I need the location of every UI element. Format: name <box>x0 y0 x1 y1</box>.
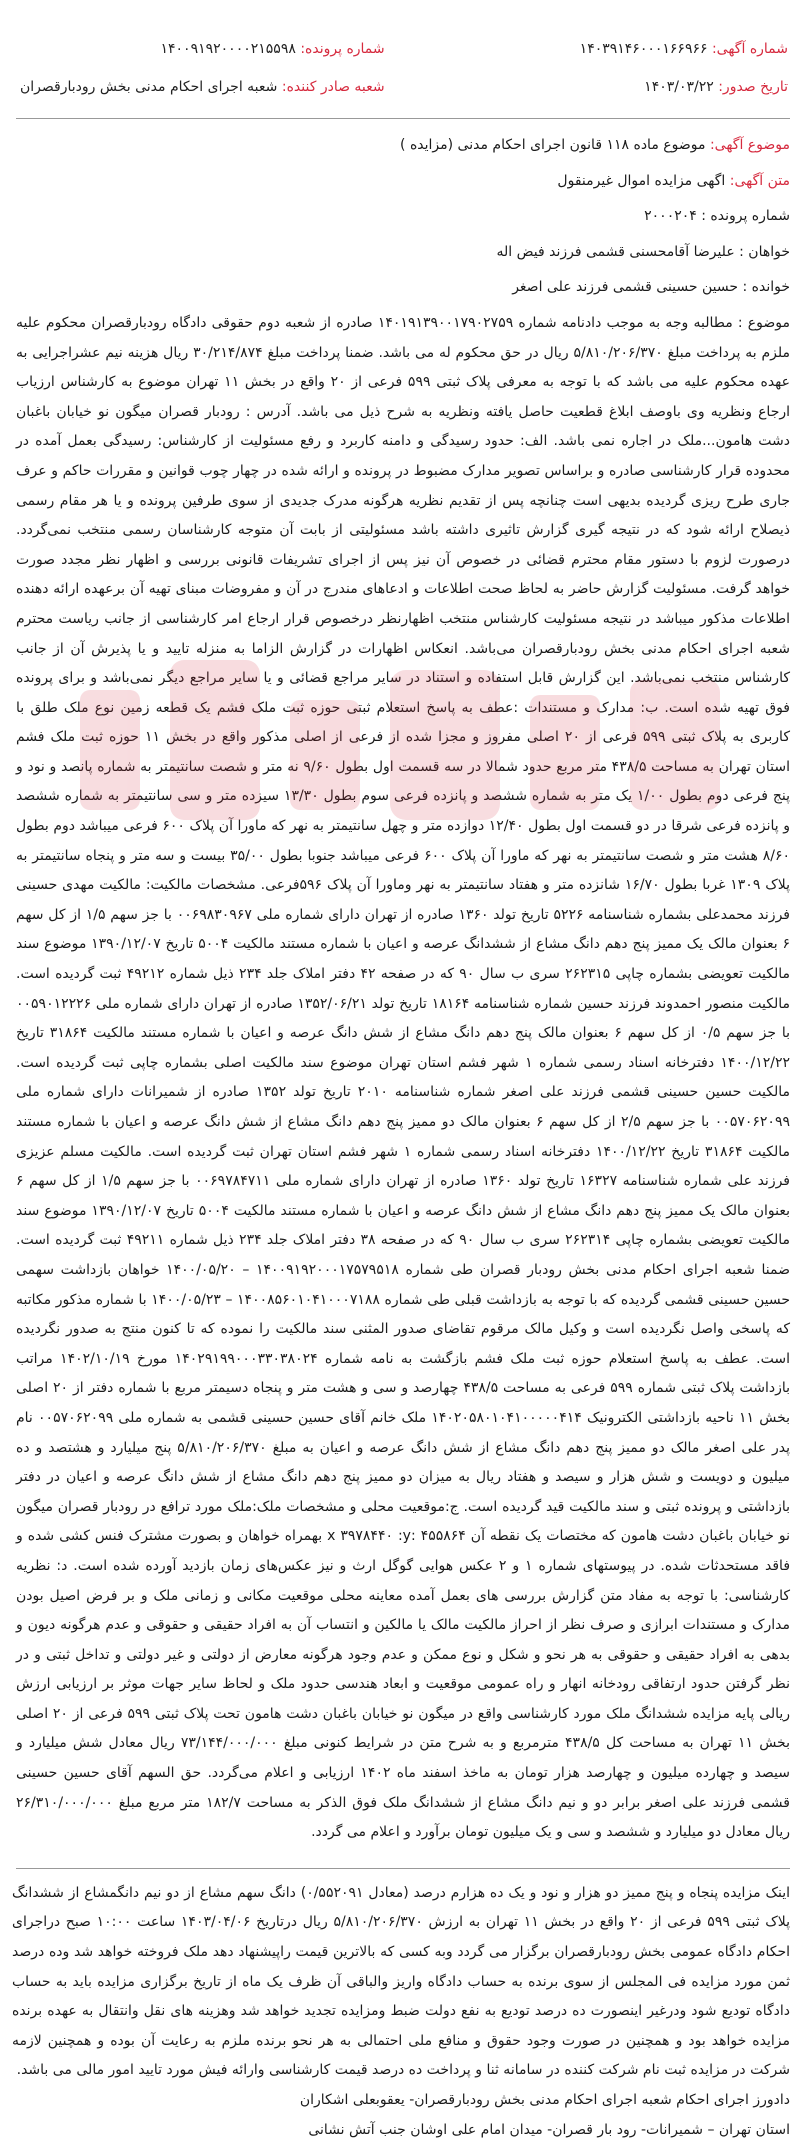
intro-section <box>0 119 806 303</box>
ad-number-value: ۱۴۰۳۹۱۴۶۰۰۰۱۶۶۹۶۶ <box>579 41 708 57</box>
ad-number-row <box>580 30 788 68</box>
case-number-value: ۱۴۰۰۹۱۹۲۰۰۰۰۲۱۵۵۹۸ <box>160 41 296 57</box>
auction-section <box>0 1869 806 2145</box>
header-right-column <box>580 30 788 106</box>
subject-label: موضوع آگهی: <box>709 137 790 153</box>
ad-text-value: اگهی مزایده اموال غیرمنقول <box>557 172 726 189</box>
subject-line <box>12 131 790 161</box>
plaintiff: خواهان : علیرضا آقامحسنی قشمی فرزند فیض اله <box>496 243 790 260</box>
ad-number-label: شماره آگهی: <box>711 41 788 57</box>
issuing-branch-row <box>20 68 385 106</box>
header-left-column <box>20 30 385 106</box>
ad-text-label: متن آگهی: <box>729 172 790 189</box>
issue-date-row <box>580 68 788 106</box>
issue-date-label: تاریخ صدور: <box>718 79 788 95</box>
body-text: موضوع : مطالبه وجه به موجب دادنامه شماره ۱۴۰۱۹۱۳۹۰۰۱۷۹۰۲۷۵۹ صادره از شعبه دوم حقوقی دادگاه رودبارقصران محکوم علیه ملزم به پرداخت مبلغ ۵/۸۱۰/۲۰۶/۳۷۰ ریال در حق محکوم له می باشد. ضمنا پرداخت مبلغ ۳۰/۲۱۴/۸۷۴ ریال هزینه نیم عشراجرایی به عهده محکوم علیه می باشد که با توجه به معرفی پلاک ثبتی ۵۹۹ فرعی از ۲۰ واقع در بخش ۱۱ تهران موضوع به کارشناس ارزیاب ارجاع ونظریه وی باوصف ابلاغ قطعیت حاصل یافته ونظریه به شرح ذیل می باشد. آدرس : رودبار قصران میگون نو خیابان باغبان دشت هامون...ملک در اجاره نمی باشد. الف: حدود رسیدگی و دامنه کاربرد و رفع مسئولیت از کارشناس: رسیدگی بعمل آمده در محدوده قرار کارشناسی صادره و براساس تصویر مدارک مضبوط در پرونده و ارائه شده در چهار چوب قوانین و مقررات حاکم و عرف جاری طرح ریزی گردیده بدیهی است چنانچه پس از تقدیم نظریه هرگونه مدرک جدیدی از سوی طرفین پرونده و یا هر مقام رسمی ذیصلاح ارائه شود که در نتیجه گیری گزارش تاثیری داشته باشد مسئولیتی از بابت آن متوجه کارشناسان رسمی منتخب نمی‌گردد. درصورت لزوم با دستور مقام محترم قضائی در خصوص آن نیز پس از اجرای تشریفات قانونی بررسی و اظهار نظر مجدد صورت خواهد گرفت. مسئولیت گزارش حاضر به لحاظ صحت اطلاعات و ادعاهای مندرج در آن و مفروضات مبنای تهیه آن برعهده ارائه دهنده اطلاعات مذکور میباشد در نتیجه مسئولیت کارشناس منتخب اظهارنظر درخصوص قرار ارجاع امر کارشناسی از جانب ریاست محترم شعبه اجرای احکام مدنی بخش رودبارقصران می‌باشد. انعکاس اظهارات در گزارش الزاما به منزله تایید و یا پذیرش آن از جانب کارشناس منتخب نمی‌باشد. این گزارش قابل استفاده و استناد در سایر مراجع قضائی و یا سایر مراجع دیگر نمی‌باشد و برای پرونده فوق تهیه شده است. ب: مدارک و مستندات :عطف به پاسخ استعلام ثبتی حوزه ثبت ملک فشم یک قطعه زمین نوع ملک طلق با کاربری به پلاک ثبتی ۵۹۹ فرعی از ۲۰ اصلی مفروز و مجزا شده از فرعی از اصلی مذکور واقع در بخش ۱۱ حوزه ثبت ملک فشم استان تهران به مساحت ۴۳۸/۵ متر مربع حدود شمالا در سه قسمت اول بطول ۹/۶۰ نه متر و شصت سانتیمتر به شماره پانصد و نود و پنج فرعی دوم بطول ۱/۰۰ یک متر به شماره ششصد و پانزده فرعی سوم بطول ۱۳/۳۰ سیزده متر و سی سانتیمتر به شماره ششصد و پانزده فرعی شرقا در دو قسمت اول بطول ۱۲/۴۰ دوازده متر و چهل سانتیمتر به نهر که ماورا آن پلاک ۶۰۰ فرعی میباشد دوم بطول ۸/۶۰ هشت متر و شصت سانتیمتر به نهر که ماورا آن پلاک ۶۰۰ فرعی میباشد جنوبا بطول ۳۵/۰۰ بیست و سه متر و پنجاه سانتیمتر به پلاک ۱۳۰۹ غربا بطول ۱۶/۷۰ شانزده متر و هفتاد سانتیمتر به نهر وماورا آن پلاک ۵۹۶فرعی. مشخصات مالکیت: مالکیت مهدی حسینی فرزند محمدعلی بشماره شناسنامه ۵۲۲۶ تاریخ تولد ۱۳۶۰ صادره از تهران دارای شماره ملی ۰۰۶۹۸۳۰۹۶۷ با جز سهم ۱/۵ از کل سهم ۶ بعنوان مالک یک ممیز پنج دهم دانگ مشاع از ششدانگ عرصه و اعیان با شماره مستند مالکیت ۵۰۰۴ تاریخ ۱۳۹۰/۱۲/۰۷ موضوع سند مالکیت تعویضی بشماره چاپی ۲۶۲۳۱۵ سری ب سال ۹۰ که در صفحه ۴۲ دفتر املاک جلد ۲۳۴ ذیل شماره ۴۹۲۱۲ ثبت گردیده است. مالکیت منصور احمدوند فرزند حسین شماره شناسنامه ۱۸۱۶۴ تاریخ تولد ۱۳۵۲/۰۶/۲۱ صادره از تهران دارای شماره ملی ۰۰۵۹۰۱۲۲۲۶ با جز سهم ۰/۵ از کل سهم ۶ بعنوان مالک پنج دهم دانگ مشاع از شش دانگ عرصه و اعیان با شماره مستند مالکیت ۳۱۸۶۴ تاریخ ۱۴۰۰/۱۲/۲۲ دفترخانه اسناد رسمی شماره ۱ شهر فشم استان تهران موضوع سند مالکیت اصلی بشماره چاپی ثبت گردیده است. مالکیت حسین حسینی قشمی فرزند علی اصغر شماره شناسنامه ۲۰۱۰ تاریخ تولد ۱۳۵۲ صادره از شمیرانات دارای شماره ملی ۰۰۵۷۰۶۲۰۹۹ با جز سهم ۲/۵ از کل سهم ۶ بعنوان مالک دو ممیز پنج دهم دانگ مشاع از شش دانگ عرصه و اعیان با شماره مستند مالکیت ۳۱۸۶۴ تاریخ ۱۴۰۰/۱۲/۲۲ دفترخانه اسناد رسمی شماره ۱ شهر فشم استان تهران ثبت گردیده است. مالکیت مسلم عزیزی فرزند علی شماره شناسنامه ۱۶۳۲۷ تاریخ تولد ۱۳۶۰ صادره از تهران دارای شماره ملی ۰۰۶۹۷۸۴۷۱۱ با جز سهم ۱/۵ از کل سهم ۶ بعنوان مالک یک ممیز پنج دهم دانگ مشاع از شش دانگ عرصه و اعیان با شماره مستند مالکیت ۵۰۰۴ تاریخ ۱۳۹۰/۱۲/۰۷ موضوع سند مالکیت تعویضی بشماره چاپی ۲۶۲۳۱۴ سری ب سال ۹۰ که در صفحه ۳۸ دفتر املاک جلد ۲۳۴ ذیل شماره ۴۹۲۱۱ ثبت گردیده است. ضمنا شعبه اجرای احکام مدنی بخش رودبار قصران طی شماره ۱۴۰۰۹۱۹۲۰۰۰۱۷۵۷۹۵۱۸ – ۱۴۰۰/۰۵/۲۰ خواهان بازداشت سهمی حسین حسینی قشمی گردیده که با توجه به بازداشت قبلی طی شماره ۱۴۰۰۸۵۶۰۱۰۴۱۰۰۰۷۱۸۸ – ۱۴۰۰/۰۵/۲۳ با شماره مذکور مکاتبه که پاسخی واصل نگردیده است و وکیل مالک مرقوم تقاضای صدور المثنی سند مالکیت را نموده که تا کنون منتج به صدور نگردیده است. عطف به پاسخ استعلام حوزه ثبت ملک فشم بازگشت به نامه شماره ۱۴۰۲۹۱۹۹۰۰۰۳۳۰۳۸۰۲۴ مورخ ۱۴۰۲/۱۰/۱۹ مراتب بازداشت پلاک ثبتی شماره ۵۹۹ فرعی به مساحت ۴۳۸/۵ چهارصد و سی و هشت متر و پنجاه دسیمتر مربع با شماره دفتر از ۲۰ اصلی بخش ۱۱ ناحیه بازداشتی الکترونیک ۱۴۰۲۰۵۸۰۱۰۴۱۰۰۰۰۰۴۱۴ ملک خانم آقای حسین حسینی قشمی به شماره ملی ۰۰۵۷۰۶۲۰۹۹ نام پدر علی اصغر مالک دو ممیز پنج دهم دانگ مشاع از شش دانگ عرصه و اعیان به مبلغ ۵/۸۱۰/۲۰۶/۳۷۰ پنج میلیارد و هشتصد و ده میلیون و دویست و شش هزار و سیصد و هفتاد ریال به میزان دو ممیز پنج دهم دانگ مشاع از شش دانگ عرصه و اعیان در دفتر بازداشتی و پرونده ثبتی و سند مالکیت قید گردیده است. ج:موقعیت محلی و مشخصات ملک:ملک مورد ترافع در رودبار قصران میگون نو خیابان باغبان دشت هامون که مختصات یک نقطه آن ۴۵۵۸۶۴ :x ۳۹۷۸۴۴۰ :y بهمراه خواهان و بصورت مشترک فنس کشی شده و فاقد مستحدثات شده. در پیوستهای شماره ۱ و ۲ عکس هوایی گوگل ارث و نیز عکس‌های زمان بازدید آورده شده است. د: نظریه کارشناسی: با توجه به مفاد متن گزارش بررسی های بعمل آمده معاینه محلی موقعیت مکانی و زمانی ملک و بر فرض اصیل بودن مدارک و مستندات ابرازی و صرف نظر از احراز مالکیت مالک یا مالکین و انتساب آن به افراد حقیقی و حقوقی و عدم هرگونه دیون و بدهی به افراد حقیقی و حقوقی به هر نحو و شکل و نوع ممکن و عدم وجود هرگونه معارض از دولتی و غیر دولتی و تداخل ثبتی و در نظر گرفتن حدود ارتفاقی رودخانه انهار و راه عمومی موقعیت و ابعاد هندسی حدود ملک و لحاظ سایر جهات موثر بر ارزیابی ارزش ریالی پایه مزایده ششدانگ ملک مورد کارشناسی واقع در میگون نو خیابان باغبان دشت هامون تحت پلاک ثبتی ۵۹۹ فرعی از ۲۰ اصلی بخش ۱۱ تهران به مساحت کل ۴۳۸/۵ مترمربع و به شرح متن در شرایط کنونی مبلغ ۷۳/۱۴۴/۰۰۰/۰۰۰ ریال معادل شش میلیارد و سیصد و چهارده میلیون و چهارصد هزار تومان به ماخذ اسفند ماه ۱۴۰۲ ارزیابی و اعلام می‌گردد. حق السهم آقای حسین حسینی قشمی فرزند علی اصغر برابر دو و نیم دانگ مشاع از ششدانگ ملک فوق الذکر به مساحت ۱۸۲/۷ متر مربع مبلغ ۲۶/۳۱۰/۰۰۰/۰۰۰ ریال معادل دو میلیارد و ششصد و سی و یک میلیون تومان برآورد و اعلام می گردد. <box>16 314 791 1841</box>
file-number: شماره پرونده : ۲۰۰۰۲۰۴ <box>644 208 790 225</box>
ad-text-title-line <box>12 167 790 197</box>
auction-text: اینک مزایده پنجاه و پنج ممیز دو هزار و نود و یک ده هزارم درصد (معادل ۰/۵۵۲۰۹۱) دانگ سهم مشاع از دو نیم دانگمشاع از ششدانگ پلاک ثبتی ۵۹۹ فرعی از ۲۰ واقع در بخش ۱۱ تهران به ارزش ۵/۸۱۰/۲۰۶/۳۷۰ ریال درتاریخ ۱۴۰۳/۰۴/۰۶ ساعت ۱۰:۰۰ صبح دراجرای احکام دادگاه عمومی بخش رودبارقصران برگزار می گردد وبه کسی که بالاترین قیمت راپیشنهاد دهد ملک فروخته خواهد شد وده درصد ثمن مورد مزایده فی المجلس از سوی برنده به حساب دادگاه واریز والباقی آن ظرف یک ماه از تاریخ برگزاری مزایده باید به حساب دادگاه تودیع شود ودرغیر اینصورت ده درصد تودیع به نفع دولت ضبط ومزایده تجدید خواهد شد وهزینه های نقل وانتقال به عهده برنده مزایده خواهد بود و همچنین در صورت وجود حقوق و منافع ملی احتمالی به هر نحو برنده ملزم به رعایت آن بوده و همچنین لازمه شرکت در مزایده ثبت نام شرکت کننده در سامانه ثنا و پرداخت ده درصد قیمت کارشناسی وارائه فیش مورد تایید امور مالی می باشد. <box>12 1884 791 2079</box>
issuing-branch-label: شعبه صادر کننده: <box>281 79 385 95</box>
subject-value: موضوع ماده ۱۱۸ قانون اجرای احکام مدنی (مزایده ) <box>400 137 706 153</box>
body-section <box>16 309 790 1869</box>
case-number-row <box>20 30 385 68</box>
issuing-branch-value: شعبه اجرای احکام مدنی بخش رودبارقصران <box>20 79 278 95</box>
address: استان تهران – شمیرانات- رود بار قصران- میدان امام علی اوشان جنب آتش نشانی <box>308 2121 790 2138</box>
issue-date-value: ۱۴۰۳/۰۳/۲۲ <box>644 79 714 95</box>
defendant: خوانده : حسین حسینی قشمی فرزند علی اصغر <box>512 279 790 296</box>
signature: دادورز اجرای احکام شعبه اجرای احکام مدنی بخش رودبارقصران- یعقوبعلی اشکاران <box>299 2092 790 2108</box>
header <box>0 0 806 106</box>
case-number-label: شماره پرونده: <box>300 41 385 57</box>
